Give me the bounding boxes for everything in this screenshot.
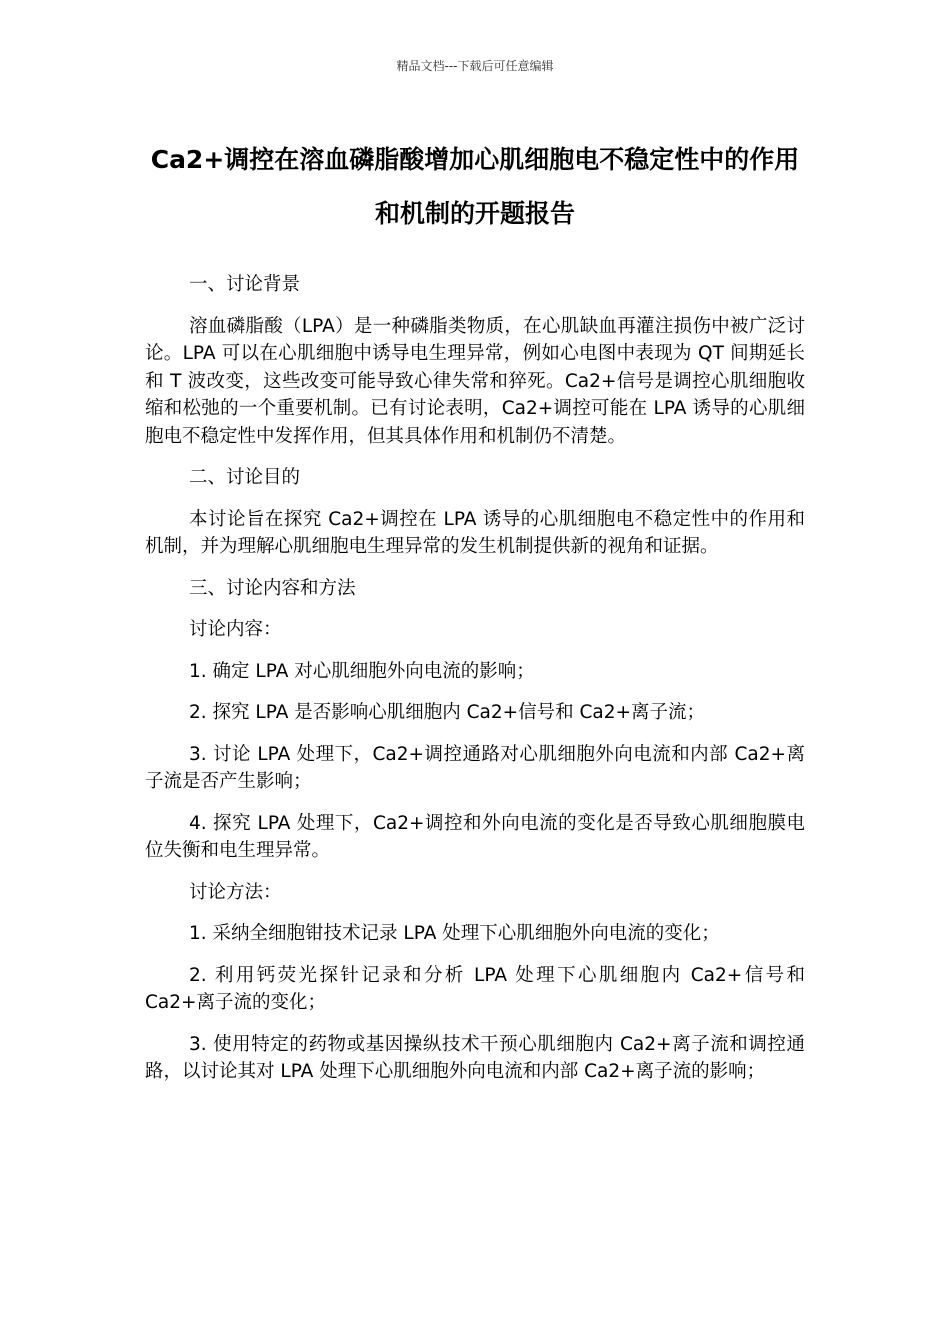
subheading-methods: 讨论方法： [189,881,282,903]
content-item-3: 3. 讨论 LPA 处理下，Ca2+调控通路对心肌细胞外向电流和内部 Ca2+离子流是否产生影响； [145,743,805,792]
section-heading-background: 一、讨论背景 [189,274,301,295]
content-item-4: 4. 探究 LPA 处理下，Ca2+调控和外向电流的变化是否导致心肌细胞膜电位失衡和电生理异常。 [145,812,805,861]
method-item-1: 1. 采纳全细胞钳技术记录 LPA 处理下心肌细胞外向电流的变化； [189,923,720,944]
content-item-2: 2. 探究 LPA 是否影响心肌细胞内 Ca2+信号和 Ca2+离子流； [189,702,706,723]
paragraph-purpose: 本讨论旨在探究 Ca2+调控在 LPA 诱导的心肌细胞电不稳定性中的作用和机制，并为理解心肌细胞电生理异常的发生机制提供新的视角和证据。 [145,508,805,557]
section-heading-content-methods: 三、讨论内容和方法 [189,577,356,599]
method-item-3: 3. 使用特定的药物或基因操纵技术干预心肌细胞内 Ca2+离子流和调控通路，以讨论其对 LPA 处理下心肌细胞外向电流和内部 Ca2+离子流的影响； [145,1033,805,1082]
section-heading-purpose: 二、讨论目的 [189,467,301,488]
header-note: 精品文档---下载后可任意编辑 [396,59,554,73]
paragraph-background: 溶血磷脂酸（LPA）是一种磷脂类物质，在心肌缺血再灌注损伤中被广泛讨论。LPA 可以在心肌细胞中诱导电生理异常，例如心电图中表现为 QT 间期延长和 T 波改变，这些改变可能导致心律失常和猝死。Ca2+信号是调控心肌细胞收缩和松弛的一个重要机制。已有讨论表明，Ca2+调控可能在 LPA 诱导的心肌细胞电不稳定性中发挥作用，但其具体作用和机制仍不清楚。 [145,315,805,447]
method-item-2: 2. 利用钙荧光探针记录和分析 LPA 处理下心肌细胞内 Ca2+信号和 Ca2+离子流的变化； [145,964,805,1013]
subheading-content: 讨论内容： [189,619,282,640]
document-title: Ca2+调控在溶血磷脂酸增加心肌细胞电不稳定性中的作用和机制的开题报告 [150,145,800,228]
document-body [145,271,805,1100]
content-item-1: 1. 确定 LPA 对心肌细胞外向电流的影响； [189,660,535,682]
